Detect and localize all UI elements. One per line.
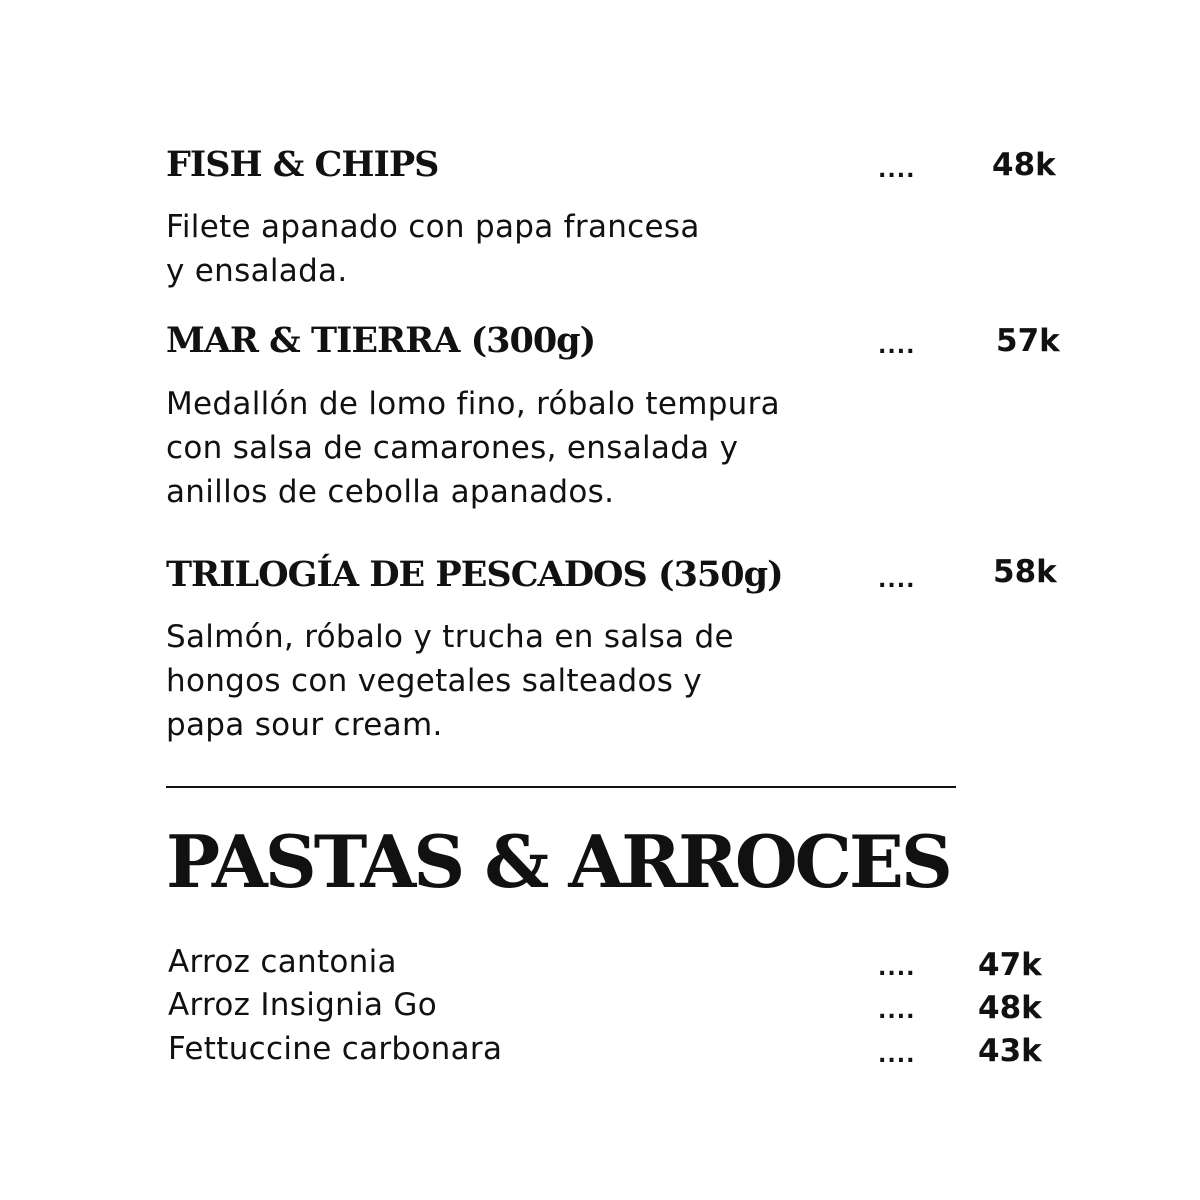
- menu-item-price: 48k: [978, 990, 1042, 1026]
- dish-description-mar-tierra: [166, 382, 780, 514]
- description-line: y ensalada.: [166, 253, 348, 289]
- menu-item-leader-dots: ....: [878, 1043, 916, 1068]
- menu-item-name: Arroz Insignia Go: [168, 987, 437, 1023]
- dish-leader-dots: ....: [878, 158, 916, 183]
- description-line: hongos con vegetales salteados y: [166, 663, 703, 699]
- description-line: papa sour cream.: [166, 707, 443, 743]
- dish-name-trilogia-pescados: TRILOGÍA DE PESCADOS (350g): [166, 554, 783, 595]
- description-line: Medallón de lomo fino, róbalo tempura: [166, 386, 780, 422]
- dish-description-fish-chips: [166, 205, 700, 293]
- section-title-pastas-arroces: PASTAS & ARROCES: [166, 819, 950, 904]
- dish-name-mar-tierra: MAR & TIERRA (300g): [166, 320, 596, 361]
- dish-price-trilogia-pescados: 58k: [993, 554, 1057, 590]
- description-line: Filete apanado con papa francesa: [166, 209, 700, 245]
- menu-item-name: Fettuccine carbonara: [168, 1031, 503, 1067]
- description-line: anillos de cebolla apanados.: [166, 474, 615, 510]
- description-line: con salsa de camarones, ensalada y: [166, 430, 739, 466]
- menu-item-name: Arroz cantonia: [168, 944, 397, 980]
- menu-item-leader-dots: ....: [878, 956, 916, 981]
- dish-name-fish-chips: FISH & CHIPS: [166, 144, 439, 185]
- dish-leader-dots: ....: [878, 568, 916, 593]
- dish-price-fish-chips: 48k: [992, 147, 1056, 183]
- dish-description-trilogia-pescados: [166, 615, 734, 747]
- menu-item-leader-dots: ....: [878, 999, 916, 1024]
- menu-item-price: 43k: [978, 1033, 1042, 1069]
- description-line: Salmón, róbalo y trucha en salsa de: [166, 619, 734, 655]
- dish-price-mar-tierra: 57k: [996, 323, 1060, 359]
- dish-leader-dots: ....: [878, 334, 916, 359]
- menu-item-price: 47k: [978, 947, 1042, 983]
- section-divider: [166, 786, 956, 788]
